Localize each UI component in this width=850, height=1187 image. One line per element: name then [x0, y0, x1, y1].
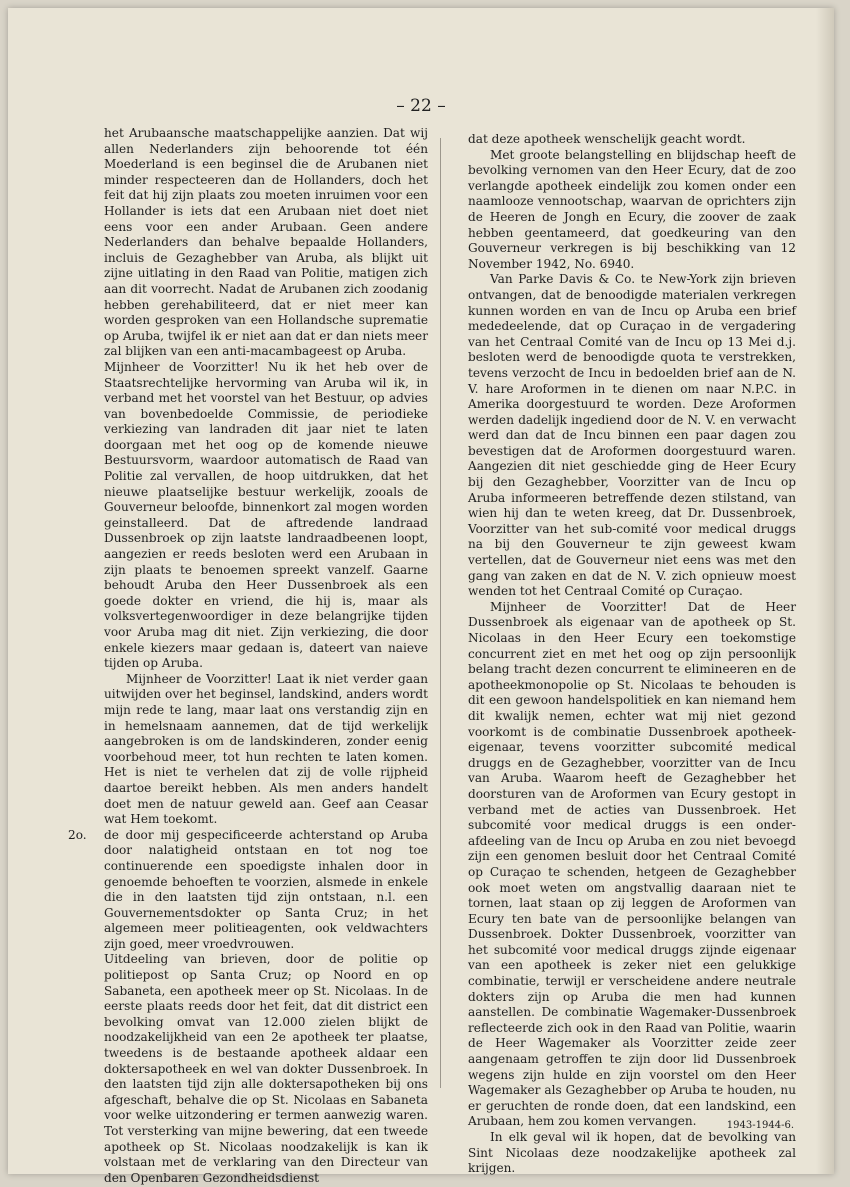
paragraph: In elk geval wil ik hopen, dat de bevolking van Sint Nicolaas deze noodzakelijke apotheek zal krijgen. [468, 1130, 796, 1176]
page-edge-shadow [816, 8, 834, 1174]
right-column [468, 132, 796, 1177]
paragraph: Mijnheer de Voorzitter! Dat de Heer Dussenbroek als eigenaar van de apotheek op St. Nicolaas in den Heer Ecury een toekomstige concurrent ziet en met het oog op zijn persoonlijk belang tracht dezen concurrent te elimineeren en de apotheekmonopolie op St. Nicolaas te behouden is dit een gewoon handelspolitiek en kan niemand hem dit kwalijk nemen, echter wat mij niet gezond voorkomt is de combinatie Dussenbroek apotheek-eigenaar, tevens voorzitter subcomité medical druggs en de Gezaghebber, voorzitter van de Incu van Aruba. Waarom heeft de Gezaghebber het doorsturen van de Aroformen van Ecury gestopt in verband met de acties van Dussenbroek. Het subcomité voor medical druggs is een onder-afdeeling van de Incu op Aruba en zou niet bevoegd zijn een genomen besluit door het Centraal Comité op Curaçao te schenden, hetgeen de Gezaghebber ook moet weten om angstvallig daaraan niet te tornen, laat staan op zij leggen de Aroformen van Ecury ten bate van de persoonlijke belangen van Dussenbroek. Dokter Dussenbroek, voorzitter van het subcomité voor medical druggs zijnde eigenaar van een apotheek is zeker niet een gelukkige combinatie, terwijl er verscheidene andere neutrale dokters zijn op Aruba die men had kunnen aanstellen. De combinatie Wagemaker-Dussenbroek reflecteerde zich ook in den Raad van Politie, waarin de Heer Wagemaker als Voorzitter zeide zeer aangenaam getroffen te zijn door lid Dussenbroek wegens zijn hulde en zijn voorstel om den Heer Wagemaker als Gezaghebber op Aruba te houden, nu er geruchten de ronde doen, dat een landskind, een Arubaan, hem zou komen vervangen. [468, 599, 796, 1129]
document-page [8, 8, 834, 1185]
paragraph: Uitdeeling van brieven, door de politie op politiepost op Santa Cruz; op Noord en op Sabaneta, een apotheek meer op St. Nicolaas. In de eerste plaats reeds door het feit, dat dit district een bevolking omvat van 12.000 zielen blijkt de noodzakelijkheid van een 2e apotheek ter plaatse, tweedens is de bestaande apotheek aldaar een doktersapotheek en wel van dokter Dussenbroek. In den laatsten tijd zijn alle doktersapotheken bij ons afgeschaft, behalve die op St. Nicolaas en Sabaneta voor welke uitzondering er termen aanwezig waren. Tot versterking van mijne bewering, dat een tweede apotheek op St. Nicolaas noodzakelijk is kan ik volstaan met de verklaring van den Directeur van den Openbaren Gezondheidsdienst [104, 952, 428, 1185]
paragraph-text: de door mij gespecificeerde achterstand op Aruba door nalatigheid ontstaan en tot nog toe continuerende een spoedigste inhalen door in genoemde behoeften te voorzien, alsmede in enkele die in den laatsten tijd zijn ontstaan, n.l. een Gouvernementsdokter op Santa Cruz; in het algemeen meer politieagenten, ook veldwachters zijn goed, meer vroedvrouwen. [104, 827, 428, 951]
footer-note: 1943-1944-6. [726, 1120, 794, 1131]
paragraph: het Arubaansche maatschappelijke aanzien. Dat wij allen Nederlanders zijn behoorende tot één Moederland is een beginsel die de Arubanen niet minder respecteeren dan de Hollanders, doch het feit dat hij zijn plaats zou moeten inruimen voor een Hollander is iets dat een Arubaan niet doet niet eens voor een ander Arubaan. Geen andere Nederlanders dan behalve bepaalde Hollanders, incluis de Gezaghebber van Aruba, als blijkt uit zijne uitlating in den Raad van Politie, matigen zich aan dit voorrecht. Nadat de Arubanen zich zoodanig hebben gerehabiliteerd, dat er niet meer kan worden gesproken van een Hollandsche suprematie op Aruba, twijfel ik er niet aan dat er dan niets meer zal blijken van een anti-macambageest op Aruba. [104, 126, 428, 359]
paragraph: Mijnheer de Voorzitter! Nu ik het heb over de Staatsrechtelijke hervorming van Aruba wil ik, in verband met het voorstel van het Bestuur, op advies van bovenbedoelde Commissie, de periodieke verkiezing van landraden dit jaar niet te laten doorgaan met het oog op de komende nieuwe Bestuursvorm, waardoor automatisch de Raad van Politie zal vervallen, de hoop uitdrukken, dat het nieuwe plaatselijke bestuur werkelijk, zooals de Gouverneur beloofde, binnenkort zal mogen worden geinstalleerd. Dat de aftredende landraad Dussenbroek op zijn laatste landraadbeenen loopt, aangezien er reeds besloten werd een Arubaan in zijn plaats te benoemen spreekt vanzelf. Gaarne behoudt Aruba den Heer Dussenbroek als een goede dokter en vriend, die hij is, maar als volksvertegenwoordiger in deze belangrijke tijden voor Aruba mag dit niet. Zijn verkiezing, die door enkele kiezers maar gedaan is, dateert van naieve tijden op Aruba. [104, 359, 428, 671]
paragraph: Mijnheer de Voorzitter! Laat ik niet verder gaan uitwijden over het beginsel, landskind, anders wordt mijn rede te lang, maar laat ons verstandig zijn en in hemelsnaam aannemen, dat de tijd werkelijk aangebroken is om de landskinderen, zonder eenig voorbehoud meer, tot hun rechten te laten komen. Het is niet te verhelen dat zij de volle rijpheid daartoe bereikt hebben. Als men anders handelt doet men de natuur geweld aan. Geef aan Ceasar wat Hem toekomt. [104, 671, 428, 827]
numbered-paragraph [68, 827, 428, 953]
left-column [68, 126, 428, 1186]
paragraph: Met groote belangstelling en blijdschap heeft de bevolking vernomen van den Heer Ecury, dat de zoo verlangde apotheek eindelijk zou komen onder een naamlooze vennootschap, waarvan de oprichters zijn de Heeren de Jongh en Ecury, die zoover de zaak hebben geentameerd, dat goedkeuring van den Gouverneur verkregen is bij beschikking van 12 November 1942, No. 6940. [468, 147, 796, 271]
paragraph: dat deze apotheek wenschelijk geacht wordt. [468, 132, 746, 146]
column-divider [440, 138, 441, 1088]
page-number: – 22 – [396, 96, 446, 116]
paragraph: Van Parke Davis & Co. te New-York zijn brieven ontvangen, dat de benoodigde materialen verkregen kunnen worden en van de Incu op Aruba een brief mededeelende, dat op Curaçao in de vergadering van het Centraal Comité van de Incu op 13 Mei d.j. besloten werd de benoodigde quota te verstrekken, tevens verzocht de Incu in bedoelden brief aan de N. V. hare Aroformen in te dienen om naar N.P.C. in Amerika doorgestuurd te worden. Deze Aroformen werden dadelijk ingediend door de N. V. en verwacht werd dan dat de Incu binnen een paar dagen zou bevestigen dat de Aroformen doorgestuurd waren. Aangezien dit niet geschiedde ging de Heer Ecury bij den Gezaghebber, Voorzitter van de Incu op Aruba informeeren betreffende dezen stilstand, van wien hij dan te weten kreeg, dat Dr. Dussenbroek, Voorzitter van het sub-comité voor medical druggs na bij den Gouverneur te zijn geweest kwam vertellen, dat de Gouverneur niet eens was met den gang van zaken en dat de N. V. zich opnieuw moest wenden tot het Centraal Comité op Curaçao. [468, 272, 796, 599]
item-number: 2o. [68, 827, 87, 842]
